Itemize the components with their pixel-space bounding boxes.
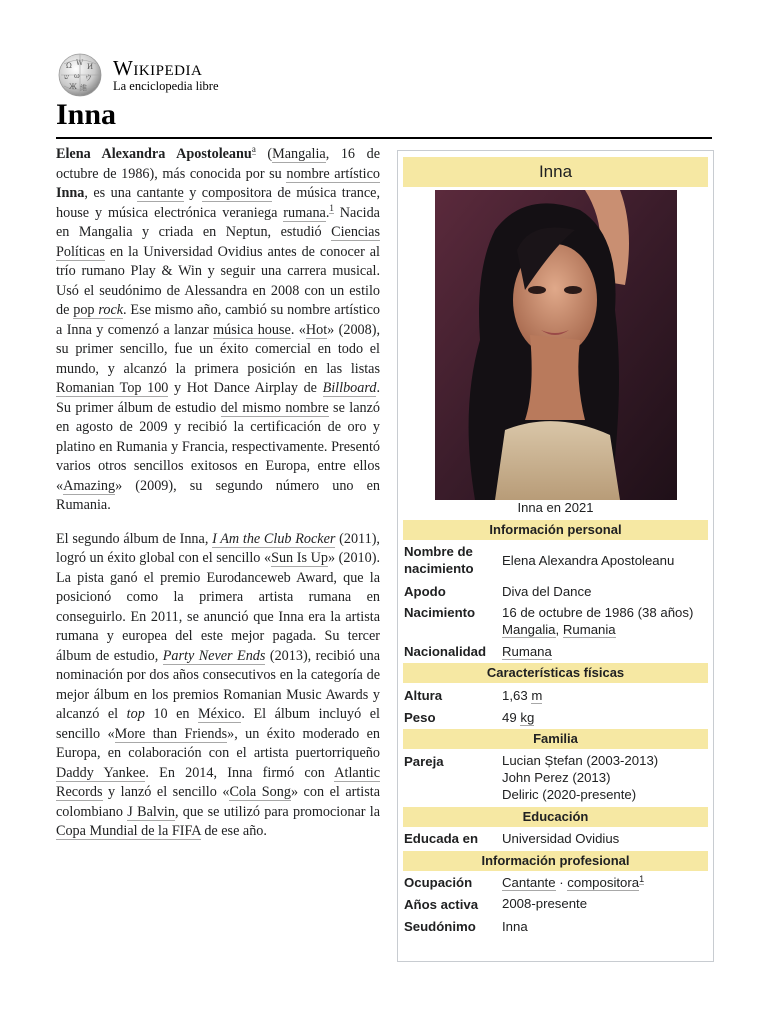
wikipedia-globe-logo[interactable] [56,52,104,98]
text: (2013), recibió una nominación por dos años consecutivos en la categoría de mejor álbum en los premios Romanian Music Awards y alcanzó el [56,647,380,722]
portrait-photo[interactable] [435,190,677,500]
svg-text:ウ: ウ [85,74,92,82]
link-metro[interactable]: m [531,688,543,703]
svg-text:W: W [76,59,84,67]
label-altura: Altura [404,688,443,703]
page-title: Inna [56,98,117,131]
pareja-3: Deliric (2020-presente) [502,787,637,802]
paragraph-intro [56,145,380,516]
label-seudonimo: Seudónimo [404,919,476,934]
link-mismo-nombre[interactable]: del mismo nombre [220,399,329,416]
text: se lanzó en agosto de 2009 y recibió la certificación de oro y platino en Rumania y Francia, respectivamente. Presentó varios otros sencillos exitosos en Europa, entre ellos « [56,399,380,494]
label-birth-name: Nombre de nacimiento [404,544,474,576]
link-compositora[interactable]: compositora [201,185,272,201]
text: El segundo álbum de Inna, [56,530,213,547]
ref-1-ocupacion[interactable]: 1 [639,873,645,884]
value-nacionalidad [502,643,708,660]
wordmark-text: Wikipedia [113,56,203,80]
photo-caption: Inna en 2021 [517,500,594,515]
value-nacimiento [502,604,708,638]
site-tagline: La enciclopedia libre [113,79,219,93]
text: 10 en [144,706,199,722]
label-apodo: Apodo [404,584,446,599]
link-mexico[interactable]: México [198,706,242,722]
value-altura [502,687,708,704]
link-atlantic-records[interactable]: Atlantic Records [56,764,380,800]
link-more-than-friends[interactable]: More than Friends [114,725,228,742]
link-birth-country[interactable]: Rumania [562,622,616,637]
label-nacimiento: Nacimiento [404,605,476,620]
bold-inna: Inna [56,185,85,201]
bold-name: Elena Alexandra Apostoleanu [56,146,252,162]
value-educada: Universidad Ovidius [502,831,620,846]
note-a-link[interactable]: a [251,144,256,155]
link-j-balvin[interactable]: J Balvin [127,803,175,820]
value-apodo: Diva del Dance [502,584,592,599]
link-copa-mundial[interactable]: Copa Mundial de la FIFA [56,823,201,839]
text: . « [290,321,306,338]
value-peso [502,709,708,726]
link-ciencias-politicas[interactable]: Ciencias Políticas [56,224,380,260]
svg-text:維: 維 [80,84,87,92]
wikipedia-wordmark[interactable] [113,56,202,81]
birth-date: 16 de octubre de 1986 (38 años) [502,605,694,620]
link-cola-song[interactable]: Cola Song [229,784,291,800]
label-pareja: Pareja [404,754,444,769]
text: y lanzó el sencillo « [102,784,230,800]
section-profesional: Información profesional [403,851,708,871]
section-personal: Información personal [403,520,708,540]
svg-text:Ω: Ω [66,62,72,70]
link-sun-is-up[interactable]: Sun Is Up [271,550,328,566]
link-nacionalidad[interactable]: Rumana [502,644,552,659]
value-ocupacion [502,874,708,891]
text: . Su primer álbum de estudio [56,380,380,416]
link-cantante-ocupacion[interactable]: Cantante [502,875,556,890]
text: , 16 de octubre de 1986), más conocida por su [56,146,380,182]
text: . [325,204,330,221]
infobox [397,150,714,962]
text: (2011), logró un éxito global con el sencillo « [56,530,380,566]
link-cantante[interactable]: cantante [136,185,184,201]
svg-text:И: И [87,63,94,71]
text: y Hot Dance Airplay de [168,380,323,396]
birth-sep: , [555,622,563,637]
link-pop[interactable]: pop [73,302,99,318]
text: y [183,185,202,201]
text: . Ese mismo año, cambió su nombre artístico a Inna y comenzó a lanzar [56,302,380,338]
text: Nacida en Mangalia y criada en Neptun, estudió [56,204,380,240]
text: » (2010). La pista ganó el premio Eurodanceweb Award, que la posicionó como la primera artista rumana en conseguirlo. En 2011, se anunció que Inna era la artista rumana y europea del este mejor pagada. Su tercer álbum de estudio, [56,550,380,664]
label-educada: Educada en [404,831,479,846]
svg-text:ω: ω [74,72,80,80]
ocupacion-sep: · [555,875,568,890]
link-club-rocker[interactable]: I Am the Club Rocker [212,530,336,547]
link-nombre-artistico[interactable]: nombre artístico [286,165,380,182]
value-anos-activa: 2008-presente [502,896,588,911]
link-billboard[interactable]: Billboard [322,380,377,396]
text: » (2008), su primer sencillo, fue un éxito comercial en todo el mundo, y alcanzó la primera posición en las listas [56,321,380,377]
text: , que se utilizó para promocionar la [174,803,380,820]
text: » (2009), su segundo número uno en Rumania. [56,477,380,513]
link-kilogramo[interactable]: kg [520,710,535,725]
link-amazing[interactable]: Amazing [63,477,116,494]
altura-num: 1,63 [502,688,532,703]
link-birth-city[interactable]: Mangalia [502,622,556,637]
infobox-title: Inna [403,157,708,187]
text: de música trance, house y música electrónica veraniega [56,185,381,221]
link-rock[interactable]: rock [98,302,124,318]
label-peso: Peso [404,710,436,725]
label-anos-activa: Años activa [404,897,479,912]
link-party-never-ends[interactable]: Party Never Ends [162,647,266,664]
value-pareja [502,752,708,803]
ref-1-link[interactable]: 1 [329,202,334,213]
link-hot[interactable]: Hot [305,321,328,338]
link-rumana[interactable]: rumana [283,204,326,221]
label-ocupacion: Ocupación [404,875,473,890]
label-nacionalidad: Nacionalidad [404,644,487,659]
value-birth-name: Elena Alexandra Apostoleanu [502,553,675,568]
section-familia: Familia [403,729,708,749]
text: ( [255,146,273,162]
peso-num: 49 [502,710,521,725]
link-compositora-ocupacion[interactable]: compositora [567,875,640,890]
text: de ese año. [200,823,267,839]
text: en la Universidad Ovidius antes de conocer al trío rumano Play & Win y seguir una carrera musical. Usó el seudónimo de Alessandra en 2008 con un estilo de [56,243,380,318]
text: . El álbum incluyó el sencillo « [56,706,380,742]
svg-text:Ж: Ж [69,83,77,91]
paragraph-career [56,530,380,842]
link-musica-house[interactable]: música house [213,321,291,338]
link-romanian-top-100[interactable]: Romanian Top 100 [56,380,169,396]
section-fisicas: Características físicas [403,663,708,683]
pareja-1: Lucian Ștefan (2003-2013) [502,753,659,768]
text: », un éxito moderado en Europa, en colaboración con el artista puertorriqueño [56,725,380,761]
value-seudonimo: Inna [502,919,528,934]
section-educacion: Educación [403,807,708,827]
text: » con el artista colombiano [56,784,381,820]
text: . En 2014, Inna firmó con [145,764,335,781]
link-mangalia[interactable]: Mangalia [272,146,326,162]
title-divider [56,137,712,139]
article-body [56,145,380,856]
italic-top: top [126,706,145,722]
text: , es una [84,185,137,201]
svg-text:ש: ש [64,73,69,81]
pareja-2: John Perez (2013) [502,770,611,785]
link-daddy-yankee[interactable]: Daddy Yankee [56,764,146,781]
